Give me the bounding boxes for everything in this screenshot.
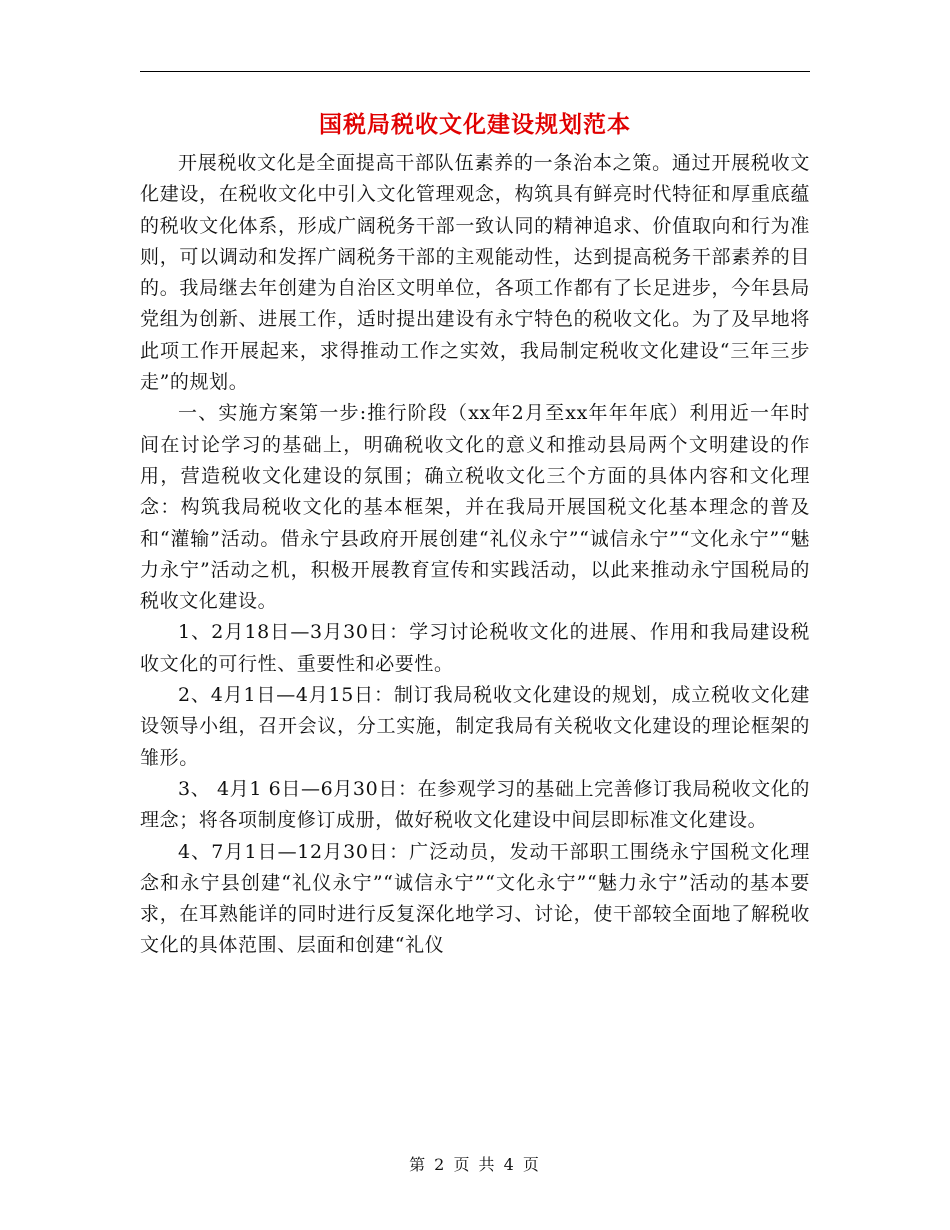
step-one-paragraph: 一、实施方案第一步:推行阶段（xx年2月至xx年年年底）利用近一年时间在讨论学习的基础上，明确税收文化的意义和推动县局两个文明建设的作用，营造税收文化建设的氛围；确立税收文化三个方面的具体内容和文化理念：构筑我局税收文化的基本框架，并在我局开展国税文化基本理念的普及和“灌输”活动。借永宁县政府开展创建“礼仪永宁”“诚信永宁”“文化永宁”“魅力永宁”活动之机，积极开展教育宣传和实践活动，以此来推动永宁国税局的税收文化建设。 [140, 402, 810, 613]
schedule-item-4: 4、7月1日—12月30日：广泛动员，发动干部职工围绕永宁国税文化理念和永宁县创建“礼仪永宁”“诚信永宁”“文化永宁”“魅力永宁”活动的基本要求，在耳熟能详的同时进行反复深化地学习、讨论，使干部较全面地了解税收文化的具体范围、层面和创建“礼仪 [140, 840, 810, 957]
schedule-item-3: 3、 4月1 6日—6月30日：在参观学习的基础上完善修订我局税收文化的理念；将各项制度修订成册，做好税收文化建设中间层即标准文化建设。 [140, 777, 810, 832]
document-title: 国税局税收文化建设规划范本 [319, 111, 631, 138]
page-number-footer: 第 2 页 共 4 页 [409, 1155, 541, 1174]
schedule-item-1: 1、2月18日—3月30日：学习讨论税收文化的进展、作用和我局建设税收文化的可行性、重要性和必要性。 [140, 621, 810, 675]
document-body [140, 148, 810, 962]
intro-paragraph: 开展税收文化是全面提高干部队伍素养的一条治本之策。通过开展税收文化建设，在税收文化中引入文化管理观念，构筑具有鲜亮时代特征和厚重底蕴的税收文化体系，形成广阔税务干部一致认同的精神追求、价值取向和行为准则，可以调动和发挥广阔税务干部的主观能动性，达到提高税务干部素养的目的。我局继去年创建为自治区文明单位，各项工作都有了长足进步，今年县局党组为创新、进展工作，适时提出建设有永宁特色的税收文化。为了及早地将此项工作开展起来，求得推动工作之实效，我局制定税收文化建设“三年三步走”的规划。 [140, 152, 810, 394]
schedule-item-2: 2、4月1日—4月15日：制订我局税收文化建设的规划，成立税收文化建设领导小组，召开会议，分工实施，制定我局有关税收文化建设的理论框架的雏形。 [140, 684, 810, 769]
header-rule [140, 71, 810, 72]
